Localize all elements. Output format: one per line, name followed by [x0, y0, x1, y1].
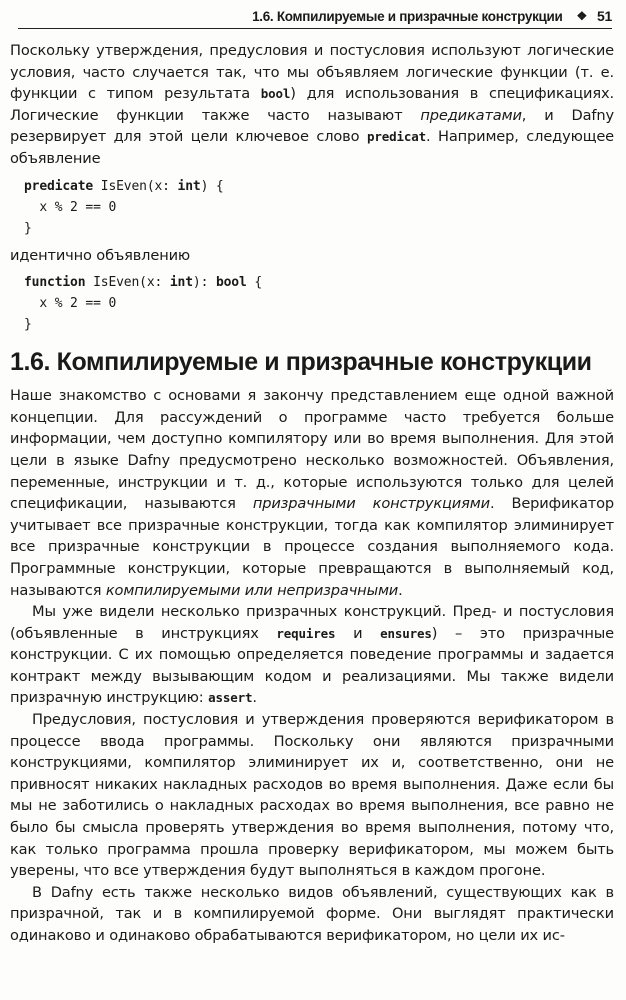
inline-code-assert: assert — [208, 690, 253, 706]
text-run: Поскольку утверждения, предусловия и постусловия используют логические условия, часто случается так, что мы объявляем логические функции (т. е. функции с типом результата — [10, 42, 614, 103]
inline-code-ensures: ensures — [380, 625, 432, 641]
running-header — [18, 4, 612, 29]
text-between-code: идентично объявлению — [10, 246, 191, 264]
text-run: ) – это призрачные конструкции. С их помощью определяется поведение программы и задается контракт между вызывающим кодом и реализациями. Мы также видели призрачную инструкцию: — [10, 624, 614, 707]
emphasis-compiled: компилируемыми — [105, 581, 241, 599]
text-run: . — [398, 581, 403, 599]
section-heading: 1.6. Компилируемые и призрачные конструкции — [10, 348, 592, 377]
code-closing-brace: } — [24, 220, 32, 236]
inline-code-requires: requires — [276, 625, 336, 641]
code-keyword-function: function — [24, 275, 86, 291]
page-number: 51 — [597, 8, 612, 24]
header-title: 1.6. Компилируемые и призрачные конструкции — [252, 8, 563, 24]
code-body-line: x % 2 == 0 — [24, 296, 117, 312]
text-run: или — [240, 581, 278, 599]
text-run: . — [252, 689, 257, 707]
diamond-ornament-icon: ❖ — [576, 9, 588, 23]
paragraph-predicates — [10, 40, 614, 170]
paragraph-verification: Предусловия, постусловия и утверждения проверяются верификатором в процессе ввода программы. Поскольку они являются призрачными конструкциями, компилятор элиминирует их и, соответственно, они не привносят никаких накладных расходов во время выполнения. Даже если бы мы не заботились о накладных расходах во время выполнения, все равно не было бы смысла проверять утверждения во время выполнения, потому что, как только программа прошла проверку верификатором, мы можем быть уверены, что все утверждения будут выполняться в каждом прогоне. — [10, 711, 614, 880]
code-keyword-predicate: predicate — [24, 178, 94, 194]
page-body — [10, 40, 614, 947]
code-type-bool: bool — [215, 275, 247, 291]
code-type-int: int — [169, 275, 193, 291]
code-block-function — [24, 272, 614, 335]
code-block-predicate — [24, 176, 614, 239]
text-run: . Верификатор учитывает все призрачные конструкции, тогда как компилятор элиминирует все призрачные конструкции в процессе создания выполняемого кода. Программные конструкции, которые превращаются в выполняемый код, называются — [10, 495, 614, 599]
code-closing-brace: } — [24, 317, 32, 333]
emphasis-nonghost: непризрачными — [277, 581, 399, 599]
code-text: ) { — [200, 178, 224, 194]
text-run: , и Dafny резервирует для этой цели ключевое слово — [10, 106, 614, 146]
inline-code-predicate: predicat — [366, 129, 426, 145]
text-run: и — [335, 624, 381, 642]
text-run: Наше знакомство с основами я закончу представлением еще одной важной концепции. Для рассуждений о программе часто требуется больше информации, чем доступно компилятору или во время выполнения. Для этой цели в языке Dafny предусмотрено несколько возможностей. Объявления, переменные, инструкции и т. д., которые используются только для целей спецификации, называются — [10, 387, 614, 513]
code-text: IsEven(x: — [85, 275, 170, 291]
code-body-line: x % 2 == 0 — [24, 199, 117, 215]
text-run: ) для использования в спецификациях. Логические функции также часто называют — [10, 85, 614, 124]
text-run: . Например, следующее объявление — [10, 128, 614, 167]
code-type-int: int — [177, 178, 201, 194]
code-text: ): — [192, 275, 216, 291]
text-run: Мы уже видели несколько призрачных конструкций. Пред- и постусловия (объявленные в инструкциях — [10, 603, 614, 642]
paragraph-ghost-intro — [10, 385, 614, 601]
emphasis-predicates: предикатами — [420, 106, 522, 124]
inline-code-bool: bool — [260, 86, 291, 102]
code-text: IsEven(x: — [93, 178, 178, 194]
emphasis-ghost-constructs: призрачными конструкциями — [252, 495, 490, 513]
code-text: { — [246, 275, 263, 291]
paragraph-declarations: В Dafny есть также несколько видов объявлений, существующих как в призрачной, так и в компилируемой форме. Они выглядят практически одинаково и одинаково обрабатываются верификатором, но цели их ис- — [10, 883, 614, 944]
paragraph-ghost-examples — [10, 601, 614, 709]
